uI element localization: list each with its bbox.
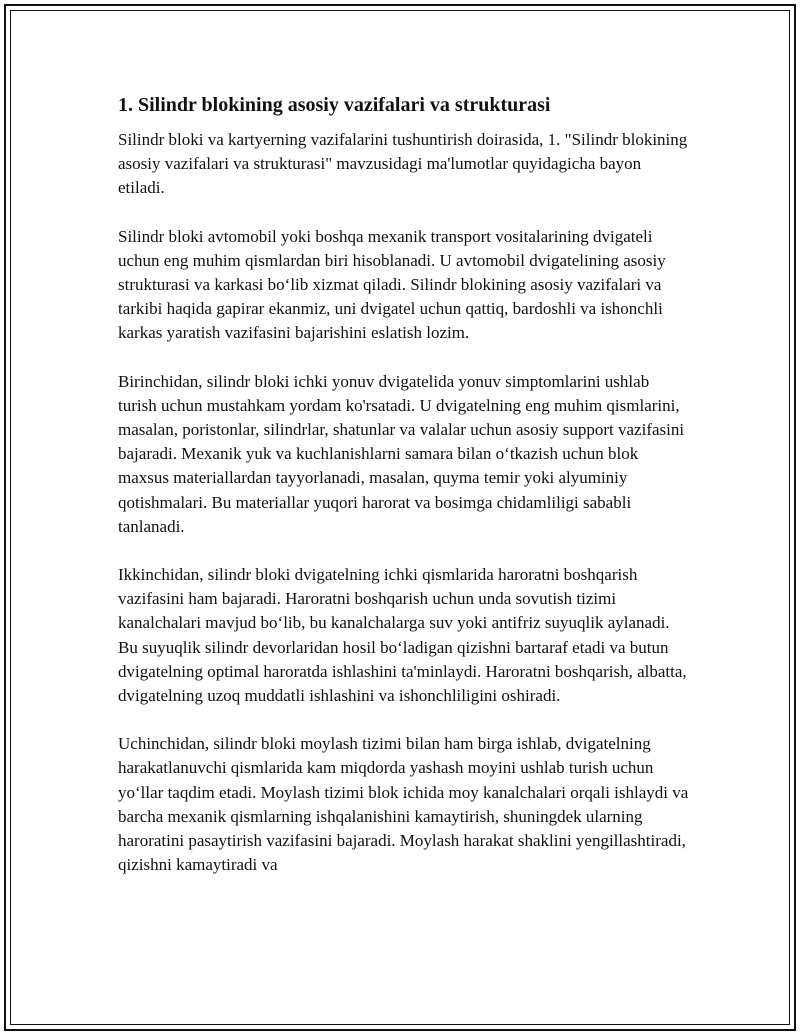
paragraph-intro: Silindr bloki va kartyerning vazifalarini tushuntirish doirasida, 1. "Silindr blokining asosiy vazifalari va strukturasi" mavzusidagi ma'lumotlar quyidagicha bayon etiladi. (118, 130, 688, 198)
paragraph-second-function: Ikkinchidan, silindr bloki dvigatelning ichki qismlarida haroratni boshqarish vazifasini ham bajaradi. Haroratni boshqarish uchun unda sovutish tizimi kanalchalari mavjud bo‘lib, bu kanalchalarga suv yoki antifriz suyuqlik aylanadi. Bu suyuqlik silindr devorlaridan hosil bo‘ladigan qizishni bartaraf etadi va butun dvigatelning optimal haroratda ishlashini ta'minlaydi. Haroratni boshqarish, albatta, dvigatelning uzoq muddatli ishlashini va ishonchliligini oshiradi. (118, 565, 687, 706)
paragraph-third-function: Uchinchidan, silindr bloki moylash tizimi bilan ham birga ishlab, dvigatelning harakatlanuvchi qismlarida kam miqdorda yashash moyini ushlab turish uchun yo‘llar taqdim etadi. Moylash tizimi blok ichida moy kanalchalari orqali ishlaydi va barcha mexanik qismlarning ishqalanishini kamaytirish, shuningdek ularning haroratini pasaytirish vazifasini bajaradi. Moylash harakat shaklini yengillashtiradi, qizishni kamaytiradi va (118, 734, 689, 875)
paragraph-overview: Silindr bloki avtomobil yoki boshqa mexanik transport vositalarining dvigateli uchun eng muhim qismlardan biri hisoblanadi. U avtomobil dvigatelining asosiy strukturasi va karkasi bo‘lib xizmat qiladi. Silindr blokining asosiy vazifalari va tarkibi haqida gapirar ekanmiz, uni dvigatel uchun qattiq, bardoshli va ishonchli karkas yaratish vazifasini bajarishini eslatish lozim. (118, 226, 666, 343)
document-body (118, 92, 690, 901)
paragraph-first-function: Birinchidan, silindr bloki ichki yonuv dvigatelida yonuv simptomlarini ushlab turish uchun mustahkam yordam ko'rsatadi. U dvigatelning eng muhim qismlarini, masalan, poristonlar, silindrlar, shatunlar va valalar uchun asosiy support vazifasini bajaradi. Mexanik yuk va kuchlanishlarni samara bilan o‘tkazish uchun blok maxsus materiallardan tayyorlanadi, masalan, quyma temir yoki alyuminiy qotishmalari. Bu materiallar yuqori harorat va bosimga chidamliligi sababli tanlanadi. (118, 371, 685, 536)
section-heading: 1. Silindr blokining asosiy vazifalari va strukturasi (118, 94, 551, 116)
